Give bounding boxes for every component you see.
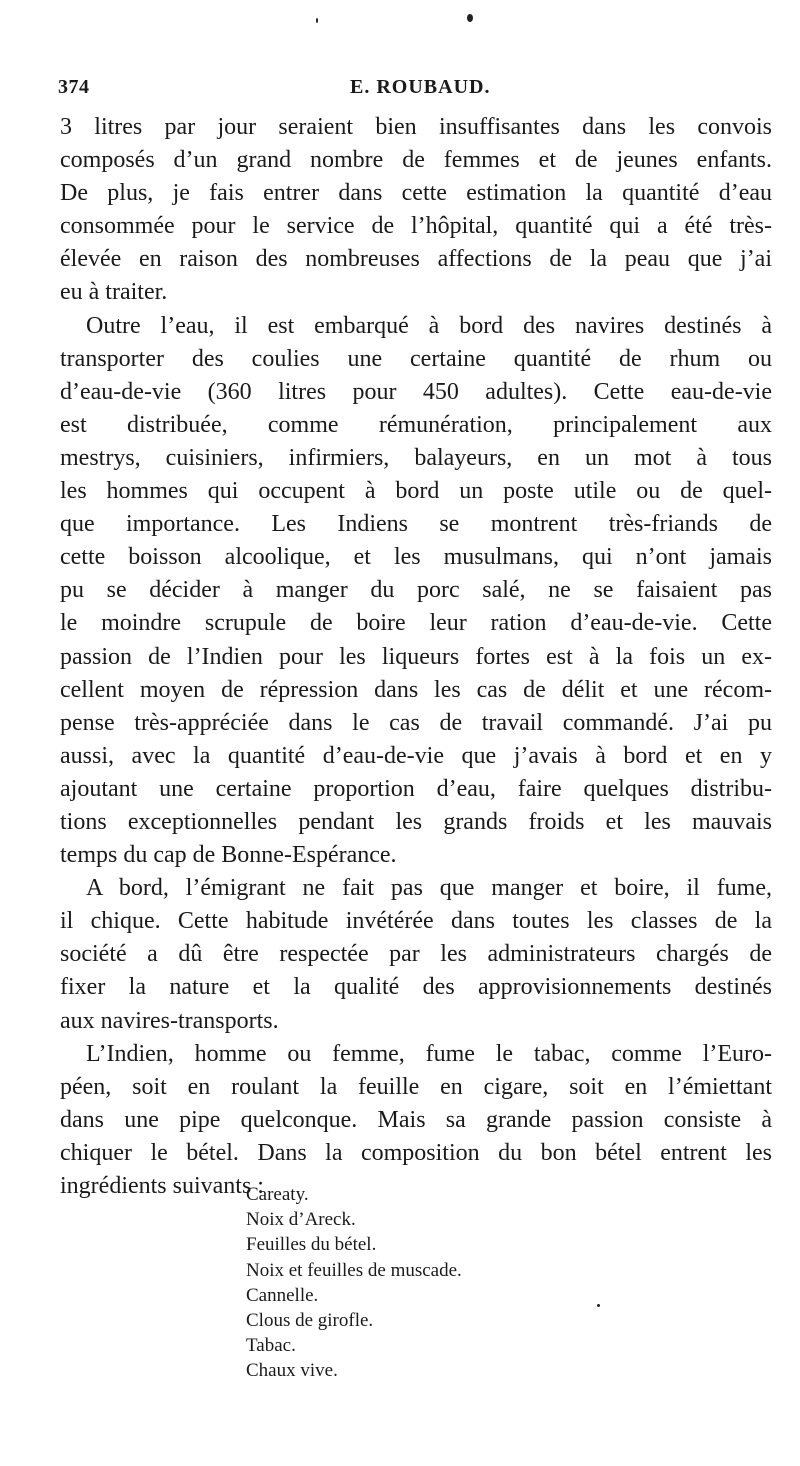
text-line: ajoutant une certaine proportion d’eau, faire quelques distribu-: [60, 775, 772, 802]
ingredient-item: Noix d’Areck.: [246, 1209, 356, 1231]
text-line: il chique. Cette habitude invétérée dans toutes les classes de la: [60, 908, 772, 935]
text-line: 3 litres par jour seraient bien insuffisantes dans les convois: [60, 114, 772, 140]
text-line: aussi, avec la quantité d’eau-de-vie que j’avais à bord et en y: [60, 742, 772, 769]
text-line: temps du cap de Bonne-Espérance.: [60, 842, 397, 869]
text-line: péen, soit en roulant la feuille en cigare, soit en l’émiettant: [60, 1073, 772, 1100]
text-line: dans une pipe quelconque. Mais sa grande passion consiste à: [60, 1106, 772, 1133]
ingredient-item: Chaux vive.: [246, 1360, 338, 1382]
ingredient-list: [246, 1182, 666, 1384]
text-line: eu à traiter.: [60, 279, 168, 306]
text-line: passion de l’Indien pour les liqueurs fortes est à la fois un ex-: [60, 643, 772, 670]
ingredient-item: Noix et feuilles de muscade.: [246, 1259, 462, 1281]
ingredient-item: Careaty.: [246, 1184, 309, 1205]
page-number: 374: [58, 76, 90, 98]
text-line: est distribuée, comme rémunération, principalement aux: [60, 411, 772, 438]
text-line: fixer la nature et la qualité des approvisionnements destinés: [60, 974, 772, 1001]
body-text: [60, 111, 772, 1203]
ink-speck: [316, 18, 318, 23]
text-line: mestrys, cuisiniers, infirmiers, balayeurs, en un mot à tous: [60, 444, 772, 471]
ingredient-item: Cannelle.: [246, 1284, 319, 1306]
text-line: Outre l’eau, il est embarqué à bord des navires destinés à: [86, 312, 772, 339]
text-line: élevée en raison des nombreuses affections de la peau que j’ai: [60, 246, 772, 273]
text-line: les hommes qui occupent à bord un poste utile ou de quel-: [60, 478, 772, 505]
text-line: De plus, je fais entrer dans cette estimation la quantité d’eau: [60, 180, 772, 207]
text-line: composés d’un grand nombre de femmes et de jeunes enfants.: [60, 147, 772, 174]
running-head: E. ROUBAUD.: [350, 76, 491, 98]
text-line: pense très-appréciée dans le cas de travail commandé. J’ai pu: [60, 709, 772, 736]
ink-speck: [467, 14, 473, 22]
text-line: d’eau-de-vie (360 litres pour 450 adultes). Cette eau-de-vie: [60, 378, 772, 405]
text-line: aux navires-transports.: [60, 1007, 279, 1034]
page-header: [58, 76, 770, 104]
text-line: société a dû être respectée par les administrateurs chargés de: [60, 941, 772, 968]
text-line: le moindre scrupule de boire leur ration d’eau-de-vie. Cette: [60, 610, 772, 637]
text-line: L’Indien, homme ou femme, fume le tabac, comme l’Euro-: [86, 1040, 772, 1067]
ingredient-item: Tabac.: [246, 1335, 296, 1357]
text-line: cette boisson alcoolique, et les musulmans, qui n’ont jamais: [60, 544, 772, 571]
text-line: que importance. Les Indiens se montrent très-friands de: [60, 511, 772, 538]
text-line: chiquer le bétel. Dans la composition du bon bétel entrent les: [60, 1139, 772, 1166]
text-line: cellent moyen de répression dans les cas de délit et une récom-: [60, 676, 772, 703]
text-line: ingrédients suivants :: [60, 1173, 264, 1199]
ingredient-item: Feuilles du bétel.: [246, 1234, 377, 1256]
text-line: pu se décider à manger du porc salé, ne se faisaient pas: [60, 577, 772, 604]
text-line: A bord, l’émigrant ne fait pas que manger et boire, il fume,: [86, 875, 772, 902]
ingredient-item: Clous de girofle.: [246, 1309, 374, 1331]
text-line: tions exceptionnelles pendant les grands froids et les mauvais: [60, 808, 772, 835]
text-line: transporter des coulies une certaine quantité de rhum ou: [60, 345, 772, 372]
text-line: consommée pour le service de l’hôpital, quantité qui a été très-: [60, 213, 772, 240]
